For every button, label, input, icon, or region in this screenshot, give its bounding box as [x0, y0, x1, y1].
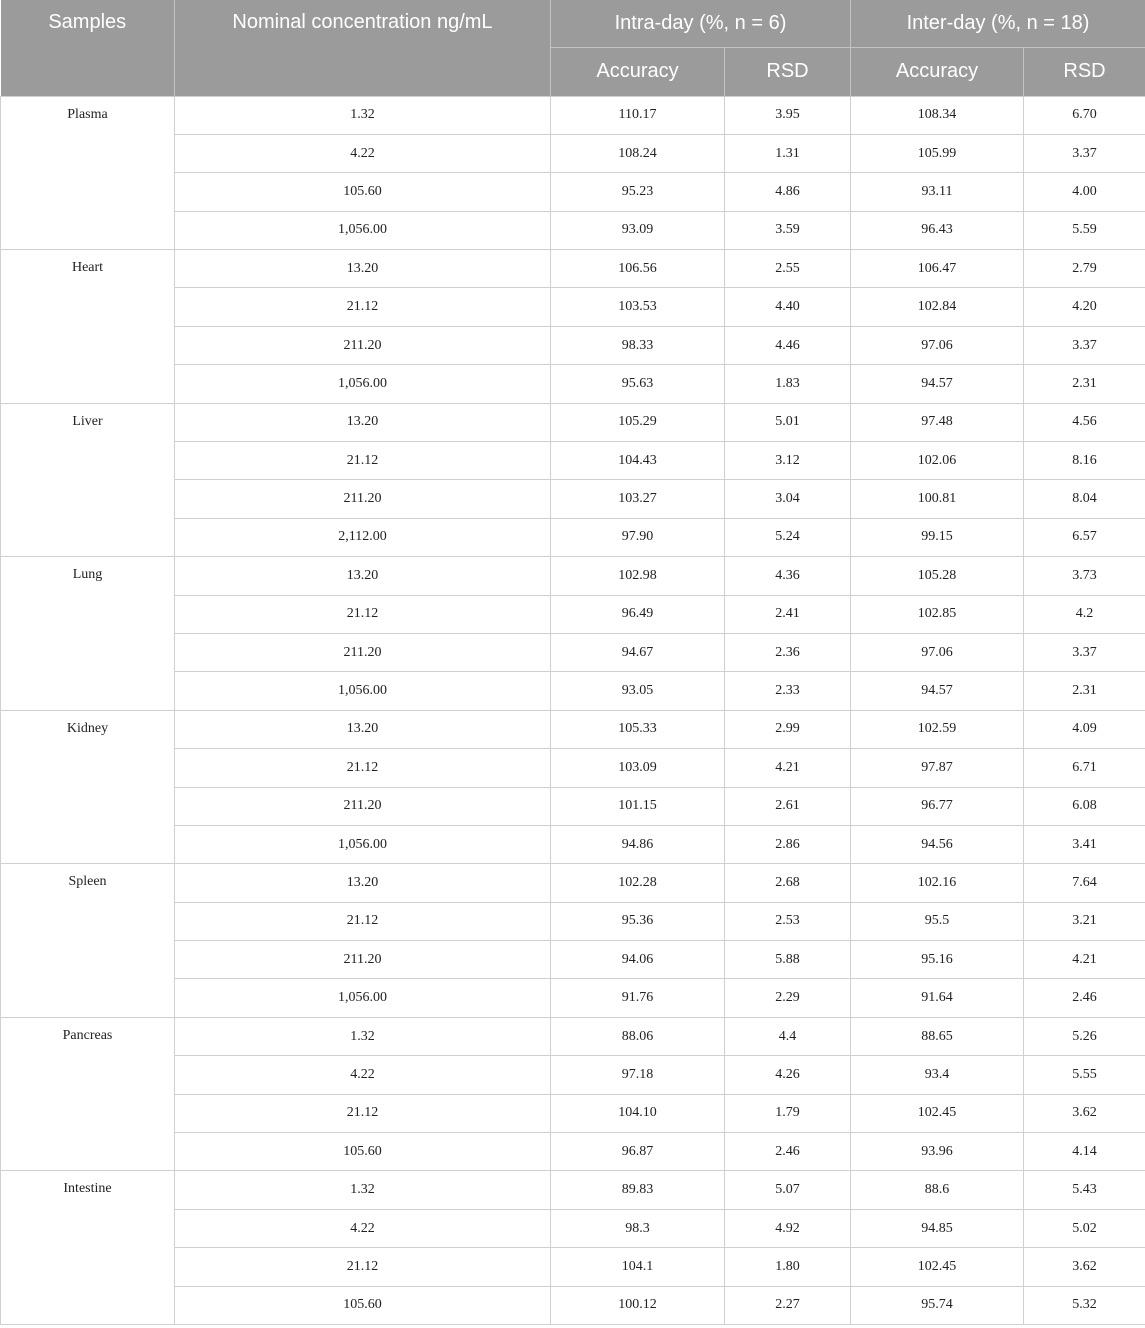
- nominal-concentration-cell: 21.12: [175, 1094, 551, 1132]
- intra-rsd-cell: 2.46: [725, 1133, 851, 1171]
- intra-accuracy-cell: 105.29: [551, 403, 725, 441]
- intra-accuracy-cell: 101.15: [551, 787, 725, 825]
- inter-accuracy-cell: 100.81: [851, 480, 1024, 518]
- nominal-concentration-cell: 1.32: [175, 1171, 551, 1209]
- inter-rsd-cell: 5.43: [1024, 1171, 1145, 1209]
- table-row: [1, 250, 1145, 288]
- header-inter-rsd: RSD: [1024, 47, 1145, 96]
- inter-accuracy-cell: 97.48: [851, 403, 1024, 441]
- nominal-concentration-cell: 13.20: [175, 557, 551, 595]
- inter-accuracy-cell: 102.85: [851, 595, 1024, 633]
- inter-accuracy-cell: 106.47: [851, 250, 1024, 288]
- inter-rsd-cell: 5.59: [1024, 211, 1145, 249]
- intra-accuracy-cell: 93.09: [551, 211, 725, 249]
- nominal-concentration-cell: 1,056.00: [175, 211, 551, 249]
- nominal-concentration-cell: 1,056.00: [175, 979, 551, 1017]
- inter-rsd-cell: 3.62: [1024, 1094, 1145, 1132]
- inter-rsd-cell: 2.46: [1024, 979, 1145, 1017]
- intra-rsd-cell: 2.33: [725, 672, 851, 710]
- intra-rsd-cell: 1.79: [725, 1094, 851, 1132]
- intra-rsd-cell: 4.4: [725, 1017, 851, 1055]
- sample-name-cell: Kidney: [1, 710, 175, 864]
- nominal-concentration-cell: 4.22: [175, 134, 551, 172]
- header-nominal-concentration: Nominal concentration ng/mL: [175, 0, 551, 96]
- sample-name-cell: Spleen: [1, 864, 175, 1018]
- intra-accuracy-cell: 103.09: [551, 749, 725, 787]
- nominal-concentration-cell: 21.12: [175, 442, 551, 480]
- nominal-concentration-cell: 13.20: [175, 864, 551, 902]
- nominal-concentration-cell: 1.32: [175, 96, 551, 134]
- intra-accuracy-cell: 97.90: [551, 518, 725, 556]
- header-inter-day: Inter-day (%, n = 18): [851, 0, 1145, 47]
- sample-name-cell: Plasma: [1, 96, 175, 250]
- inter-rsd-cell: 3.37: [1024, 134, 1145, 172]
- intra-accuracy-cell: 96.87: [551, 1133, 725, 1171]
- inter-rsd-cell: 4.14: [1024, 1133, 1145, 1171]
- nominal-concentration-cell: 211.20: [175, 480, 551, 518]
- intra-accuracy-cell: 95.63: [551, 365, 725, 403]
- nominal-concentration-cell: 105.60: [175, 173, 551, 211]
- header-intra-accuracy: Accuracy: [551, 47, 725, 96]
- nominal-concentration-cell: 21.12: [175, 1248, 551, 1286]
- intra-rsd-cell: 1.31: [725, 134, 851, 172]
- intra-accuracy-cell: 95.23: [551, 173, 725, 211]
- inter-accuracy-cell: 97.06: [851, 326, 1024, 364]
- header-inter-accuracy: Accuracy: [851, 47, 1024, 96]
- intra-rsd-cell: 5.01: [725, 403, 851, 441]
- intra-accuracy-cell: 104.1: [551, 1248, 725, 1286]
- intra-accuracy-cell: 91.76: [551, 979, 725, 1017]
- intra-accuracy-cell: 97.18: [551, 1056, 725, 1094]
- intra-accuracy-cell: 102.28: [551, 864, 725, 902]
- intra-accuracy-cell: 98.3: [551, 1209, 725, 1247]
- intra-accuracy-cell: 102.98: [551, 557, 725, 595]
- inter-rsd-cell: 2.31: [1024, 672, 1145, 710]
- inter-rsd-cell: 6.71: [1024, 749, 1145, 787]
- intra-rsd-cell: 2.29: [725, 979, 851, 1017]
- intra-accuracy-cell: 108.24: [551, 134, 725, 172]
- intra-accuracy-cell: 100.12: [551, 1286, 725, 1324]
- table-row: [1, 710, 1145, 748]
- inter-accuracy-cell: 102.45: [851, 1094, 1024, 1132]
- intra-accuracy-cell: 103.27: [551, 480, 725, 518]
- inter-accuracy-cell: 88.65: [851, 1017, 1024, 1055]
- inter-accuracy-cell: 96.77: [851, 787, 1024, 825]
- inter-accuracy-cell: 88.6: [851, 1171, 1024, 1209]
- header-intra-day: Intra-day (%, n = 6): [551, 0, 851, 47]
- intra-rsd-cell: 2.61: [725, 787, 851, 825]
- nominal-concentration-cell: 13.20: [175, 250, 551, 288]
- inter-rsd-cell: 6.70: [1024, 96, 1145, 134]
- intra-rsd-cell: 2.41: [725, 595, 851, 633]
- inter-rsd-cell: 4.21: [1024, 941, 1145, 979]
- nominal-concentration-cell: 1.32: [175, 1017, 551, 1055]
- inter-accuracy-cell: 97.87: [851, 749, 1024, 787]
- table-row: [1, 1017, 1145, 1055]
- nominal-concentration-cell: 105.60: [175, 1286, 551, 1324]
- inter-rsd-cell: 5.26: [1024, 1017, 1145, 1055]
- inter-accuracy-cell: 93.96: [851, 1133, 1024, 1171]
- inter-rsd-cell: 3.73: [1024, 557, 1145, 595]
- nominal-concentration-cell: 4.22: [175, 1056, 551, 1094]
- inter-accuracy-cell: 94.56: [851, 825, 1024, 863]
- nominal-concentration-cell: 1,056.00: [175, 672, 551, 710]
- inter-rsd-cell: 3.62: [1024, 1248, 1145, 1286]
- inter-accuracy-cell: 93.4: [851, 1056, 1024, 1094]
- intra-rsd-cell: 1.80: [725, 1248, 851, 1286]
- nominal-concentration-cell: 211.20: [175, 326, 551, 364]
- inter-accuracy-cell: 105.99: [851, 134, 1024, 172]
- inter-accuracy-cell: 94.57: [851, 672, 1024, 710]
- table-row: [1, 864, 1145, 902]
- inter-accuracy-cell: 97.06: [851, 633, 1024, 671]
- nominal-concentration-cell: 211.20: [175, 633, 551, 671]
- intra-accuracy-cell: 106.56: [551, 250, 725, 288]
- table-row: [1, 557, 1145, 595]
- intra-rsd-cell: 4.36: [725, 557, 851, 595]
- nominal-concentration-cell: 13.20: [175, 710, 551, 748]
- intra-rsd-cell: 2.36: [725, 633, 851, 671]
- intra-accuracy-cell: 105.33: [551, 710, 725, 748]
- intra-rsd-cell: 4.92: [725, 1209, 851, 1247]
- inter-accuracy-cell: 105.28: [851, 557, 1024, 595]
- nominal-concentration-cell: 21.12: [175, 749, 551, 787]
- intra-accuracy-cell: 93.05: [551, 672, 725, 710]
- inter-accuracy-cell: 108.34: [851, 96, 1024, 134]
- intra-rsd-cell: 3.95: [725, 96, 851, 134]
- header-samples: Samples: [1, 0, 175, 96]
- inter-rsd-cell: 6.57: [1024, 518, 1145, 556]
- inter-accuracy-cell: 102.84: [851, 288, 1024, 326]
- sample-name-cell: Liver: [1, 403, 175, 557]
- intra-rsd-cell: 3.04: [725, 480, 851, 518]
- inter-accuracy-cell: 95.74: [851, 1286, 1024, 1324]
- intra-rsd-cell: 2.68: [725, 864, 851, 902]
- intra-rsd-cell: 5.88: [725, 941, 851, 979]
- table-row: [1, 96, 1145, 134]
- inter-rsd-cell: 5.32: [1024, 1286, 1145, 1324]
- intra-rsd-cell: 2.27: [725, 1286, 851, 1324]
- inter-accuracy-cell: 102.59: [851, 710, 1024, 748]
- inter-rsd-cell: 8.04: [1024, 480, 1145, 518]
- intra-accuracy-cell: 94.86: [551, 825, 725, 863]
- intra-rsd-cell: 4.26: [725, 1056, 851, 1094]
- nominal-concentration-cell: 21.12: [175, 595, 551, 633]
- inter-rsd-cell: 3.37: [1024, 326, 1145, 364]
- intra-rsd-cell: 2.53: [725, 902, 851, 940]
- intra-rsd-cell: 3.12: [725, 442, 851, 480]
- nominal-concentration-cell: 1,056.00: [175, 365, 551, 403]
- inter-rsd-cell: 3.37: [1024, 633, 1145, 671]
- intra-rsd-cell: 4.40: [725, 288, 851, 326]
- nominal-concentration-cell: 4.22: [175, 1209, 551, 1247]
- inter-accuracy-cell: 91.64: [851, 979, 1024, 1017]
- sample-name-cell: Heart: [1, 250, 175, 404]
- intra-rsd-cell: 4.86: [725, 173, 851, 211]
- inter-accuracy-cell: 102.45: [851, 1248, 1024, 1286]
- inter-rsd-cell: 2.31: [1024, 365, 1145, 403]
- intra-accuracy-cell: 89.83: [551, 1171, 725, 1209]
- inter-accuracy-cell: 94.57: [851, 365, 1024, 403]
- inter-accuracy-cell: 94.85: [851, 1209, 1024, 1247]
- intra-rsd-cell: 5.24: [725, 518, 851, 556]
- inter-rsd-cell: 5.55: [1024, 1056, 1145, 1094]
- header-intra-rsd: RSD: [725, 47, 851, 96]
- inter-rsd-cell: 3.21: [1024, 902, 1145, 940]
- sample-name-cell: Intestine: [1, 1171, 175, 1325]
- intra-accuracy-cell: 104.43: [551, 442, 725, 480]
- inter-accuracy-cell: 99.15: [851, 518, 1024, 556]
- intra-accuracy-cell: 94.06: [551, 941, 725, 979]
- table-row: [1, 1171, 1145, 1209]
- inter-rsd-cell: 4.20: [1024, 288, 1145, 326]
- table-row: [1, 403, 1145, 441]
- nominal-concentration-cell: 2,112.00: [175, 518, 551, 556]
- inter-rsd-cell: 4.09: [1024, 710, 1145, 748]
- intra-rsd-cell: 5.07: [725, 1171, 851, 1209]
- intra-rsd-cell: 1.83: [725, 365, 851, 403]
- intra-accuracy-cell: 110.17: [551, 96, 725, 134]
- intra-rsd-cell: 2.86: [725, 825, 851, 863]
- inter-rsd-cell: 3.41: [1024, 825, 1145, 863]
- intra-rsd-cell: 2.99: [725, 710, 851, 748]
- intra-rsd-cell: 2.55: [725, 250, 851, 288]
- inter-accuracy-cell: 95.5: [851, 902, 1024, 940]
- intra-rsd-cell: 4.46: [725, 326, 851, 364]
- inter-accuracy-cell: 102.06: [851, 442, 1024, 480]
- inter-rsd-cell: 4.56: [1024, 403, 1145, 441]
- table-body: [1, 96, 1145, 1325]
- intra-accuracy-cell: 98.33: [551, 326, 725, 364]
- inter-accuracy-cell: 102.16: [851, 864, 1024, 902]
- sample-name-cell: Pancreas: [1, 1017, 175, 1171]
- table-header: [1, 0, 1145, 96]
- inter-rsd-cell: 2.79: [1024, 250, 1145, 288]
- inter-accuracy-cell: 96.43: [851, 211, 1024, 249]
- intra-rsd-cell: 3.59: [725, 211, 851, 249]
- inter-rsd-cell: 8.16: [1024, 442, 1145, 480]
- inter-accuracy-cell: 93.11: [851, 173, 1024, 211]
- nominal-concentration-cell: 21.12: [175, 902, 551, 940]
- nominal-concentration-cell: 211.20: [175, 941, 551, 979]
- inter-rsd-cell: 7.64: [1024, 864, 1145, 902]
- inter-rsd-cell: 5.02: [1024, 1209, 1145, 1247]
- intra-accuracy-cell: 96.49: [551, 595, 725, 633]
- inter-rsd-cell: 4.2: [1024, 595, 1145, 633]
- nominal-concentration-cell: 211.20: [175, 787, 551, 825]
- intra-accuracy-cell: 94.67: [551, 633, 725, 671]
- nominal-concentration-cell: 105.60: [175, 1133, 551, 1171]
- intra-accuracy-cell: 104.10: [551, 1094, 725, 1132]
- nominal-concentration-cell: 1,056.00: [175, 825, 551, 863]
- inter-rsd-cell: 4.00: [1024, 173, 1145, 211]
- intra-accuracy-cell: 95.36: [551, 902, 725, 940]
- intra-rsd-cell: 4.21: [725, 749, 851, 787]
- intra-accuracy-cell: 88.06: [551, 1017, 725, 1055]
- inter-rsd-cell: 6.08: [1024, 787, 1145, 825]
- nominal-concentration-cell: 13.20: [175, 403, 551, 441]
- nominal-concentration-cell: 21.12: [175, 288, 551, 326]
- inter-accuracy-cell: 95.16: [851, 941, 1024, 979]
- intra-accuracy-cell: 103.53: [551, 288, 725, 326]
- sample-name-cell: Lung: [1, 557, 175, 711]
